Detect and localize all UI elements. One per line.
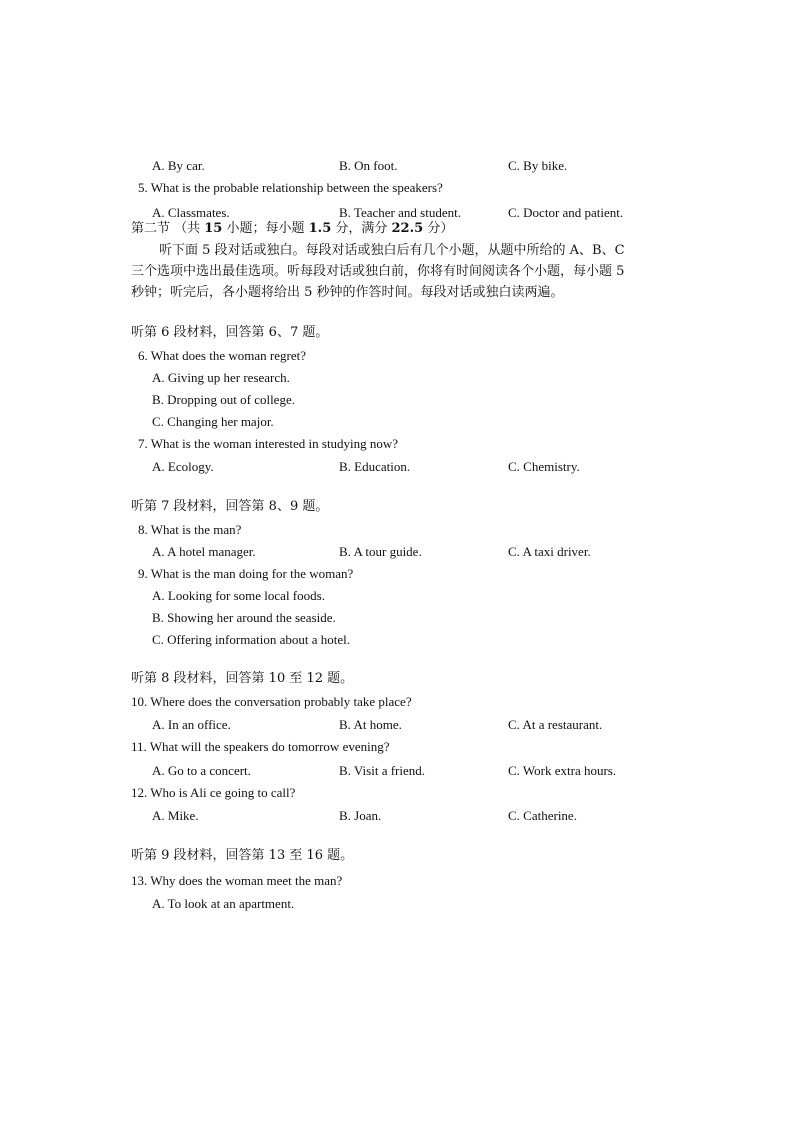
q11-option-a: A. Go to a concert. xyxy=(152,763,251,778)
q12-option-c: C. Catherine. xyxy=(508,808,577,823)
q5-stem: 5. What is the probable relationship between the speakers? xyxy=(138,180,443,195)
q8-option-b: B. A tour guide. xyxy=(339,544,422,559)
q13-option-a: A. To look at an apartment. xyxy=(152,896,295,911)
q11-option-c: C. Work extra hours. xyxy=(508,763,617,778)
section2-instruction-line2: 三个选项中选出最佳选项。听每段对话或独白前，你将有时间阅读各个小题，每小题 5 xyxy=(131,264,625,279)
q12-stem: 12. Who is Ali ce going to call? xyxy=(131,785,296,800)
q5-option-a: A. Classmates. xyxy=(152,205,230,220)
q5-option-b: B. Teacher and student. xyxy=(339,205,461,220)
q4-option-a: A. By car. xyxy=(152,158,205,173)
q10-stem: 10. Where does the conversation probably take place? xyxy=(131,694,412,709)
q9-option-c: C. Offering information about a hotel. xyxy=(152,632,350,647)
q11-stem: 11. What will the speakers do tomorrow evening? xyxy=(131,739,390,754)
q8-option-c: C. A taxi driver. xyxy=(508,544,591,559)
q8-stem: 8. What is the man? xyxy=(138,522,242,537)
q9-stem: 9. What is the man doing for the woman? xyxy=(138,566,354,581)
q4-option-c: C. By bike. xyxy=(508,158,568,173)
section2-instruction-line1: 听下面 5 段对话或独白。每段对话或独白后有几个小题，从题中所给的 A、B、C xyxy=(159,243,625,258)
q10-option-b: B. At home. xyxy=(339,717,402,732)
q6-option-c: C. Changing her major. xyxy=(152,414,274,429)
q7-option-c: C. Chemistry. xyxy=(508,459,580,474)
q7-stem: 7. What is the woman interested in studying now? xyxy=(138,436,399,451)
q4-option-b: B. On foot. xyxy=(339,158,398,173)
q6-option-a: A. Giving up her research. xyxy=(152,370,290,385)
q12-option-b: B. Joan. xyxy=(339,808,382,823)
q10-option-a: A. In an office. xyxy=(152,717,231,732)
material-9-header: 听第 9 段材料，回答第 13 至 16 题。 xyxy=(131,848,354,863)
q8-option-a: A. A hotel manager. xyxy=(152,544,256,559)
material-6-header: 听第 6 段材料，回答第 6、7 题。 xyxy=(131,325,329,340)
q9-option-b: B. Showing her around the seaside. xyxy=(152,610,336,625)
q13-stem: 13. Why does the woman meet the man? xyxy=(131,873,343,888)
q10-option-c: C. At a restaurant. xyxy=(508,717,603,732)
q6-stem: 6. What does the woman regret? xyxy=(138,348,306,363)
q5-option-c: C. Doctor and patient. xyxy=(508,205,624,220)
material-7-header: 听第 7 段材料，回答第 8、9 题。 xyxy=(131,499,329,514)
section2-heading: 第二节 （共 15 小题；每小题 1.5 分，满分 22.5 分） xyxy=(131,221,454,236)
section2-instruction-line3: 秒钟；听完后，各小题将给出 5 秒钟的作答时间。每段对话或独白读两遍。 xyxy=(131,285,564,300)
q12-option-a: A. Mike. xyxy=(152,808,199,823)
q7-option-b: B. Education. xyxy=(339,459,411,474)
q11-option-b: B. Visit a friend. xyxy=(339,763,425,778)
q9-option-a: A. Looking for some local foods. xyxy=(152,588,325,603)
q7-option-a: A. Ecology. xyxy=(152,459,214,474)
material-8-header: 听第 8 段材料，回答第 10 至 12 题。 xyxy=(131,671,354,686)
q6-option-b: B. Dropping out of college. xyxy=(152,392,295,407)
